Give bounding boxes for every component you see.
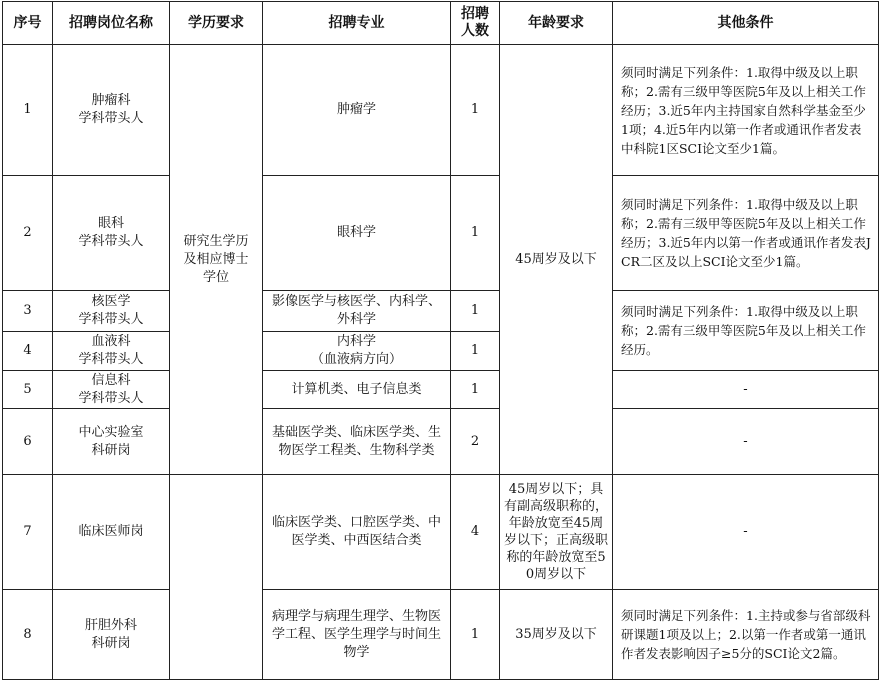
row-major: 基础医学类、临床医学类、生物医学工程类、生物科学类	[263, 409, 451, 475]
row-count: 1	[451, 45, 500, 176]
row-other-conditions: 须同时满足下列条件：1.取得中级及以上职称；2.需有三级甲等医院5年及以上相关工作经历。	[613, 291, 879, 371]
row-position: 肝胆外科 科研岗	[53, 590, 170, 680]
row-position: 中心实验室 科研岗	[53, 409, 170, 475]
table-row	[3, 590, 879, 680]
row-count: 1	[451, 590, 500, 680]
table-row	[3, 45, 879, 176]
row-count: 4	[451, 475, 500, 590]
row-major: 眼科学	[263, 176, 451, 291]
table-row	[3, 176, 879, 291]
row-major: 肿瘤学	[263, 45, 451, 176]
row-other-conditions: 须同时满足下列条件：1.取得中级及以上职称；2.需有三级甲等医院5年及以上相关工作经历；3.近5年内主持国家自然科学基金至少1项；4.近5年内以第一作者或通讯作者发表中科院1区SCI论文至少1篇。	[613, 45, 879, 176]
row-other-conditions: 须同时满足下列条件：1.取得中级及以上职称；2.需有三级甲等医院5年及以上相关工作经历；3.近5年内以第一作者或通讯作者发表JCR二区及以上SCI论文至少1篇。	[613, 176, 879, 291]
row-position: 血液科 学科带头人	[53, 332, 170, 371]
header-position: 招聘岗位名称	[53, 2, 170, 45]
row-no: 1	[3, 45, 53, 176]
header-row	[3, 2, 879, 45]
recruitment-table	[2, 1, 879, 680]
age-requirement-shared: 45周岁及以下	[500, 45, 613, 475]
row-major: 临床医学类、口腔医学类、中医学类、中西医结合类	[263, 475, 451, 590]
row-other-conditions: -	[613, 409, 879, 475]
row-count: 1	[451, 291, 500, 332]
education-requirement: 研究生学历 及相应博士 学位	[170, 45, 263, 475]
row-major: 内科学 （血液病方向）	[263, 332, 451, 371]
row-age: 35周岁及以下	[500, 590, 613, 680]
header-age: 年龄要求	[500, 2, 613, 45]
header-major: 招聘专业	[263, 2, 451, 45]
row-position: 核医学 学科带头人	[53, 291, 170, 332]
row-major: 计算机类、电子信息类	[263, 371, 451, 409]
row-count: 1	[451, 332, 500, 371]
row-no: 4	[3, 332, 53, 371]
row-no: 8	[3, 590, 53, 680]
row-position: 肿瘤科 学科带头人	[53, 45, 170, 176]
table-row	[3, 291, 879, 332]
table-row	[3, 475, 879, 590]
header-no: 序号	[3, 2, 53, 45]
table-row	[3, 371, 879, 409]
row-no: 5	[3, 371, 53, 409]
row-other-conditions: -	[613, 475, 879, 590]
row-no: 2	[3, 176, 53, 291]
row-age: 45周岁以下；具有副高级职称的，年龄放宽至45周岁以下；正高级职称的年龄放宽至50周岁以下	[500, 475, 613, 590]
row-no: 7	[3, 475, 53, 590]
row-no: 3	[3, 291, 53, 332]
row-major: 病理学与病理生理学、生物医学工程、医学生理学与时间生物学	[263, 590, 451, 680]
row-count: 2	[451, 409, 500, 475]
row-no: 6	[3, 409, 53, 475]
header-education: 学历要求	[170, 2, 263, 45]
row-other-conditions: 须同时满足下列条件：1.主持或参与省部级科研课题1项及以上；2.以第一作者或第一通讯作者发表影响因子≥5分的SCI论文2篇。	[613, 590, 879, 680]
row-major: 影像医学与核医学、内科学、外科学	[263, 291, 451, 332]
header-count: 招聘 人数	[451, 2, 500, 45]
header-other: 其他条件	[613, 2, 879, 45]
row-position: 信息科 学科带头人	[53, 371, 170, 409]
row-count: 1	[451, 371, 500, 409]
table-row	[3, 409, 879, 475]
row-count: 1	[451, 176, 500, 291]
row-position: 眼科 学科带头人	[53, 176, 170, 291]
row-other-conditions: -	[613, 371, 879, 409]
row-position: 临床医师岗	[53, 475, 170, 590]
